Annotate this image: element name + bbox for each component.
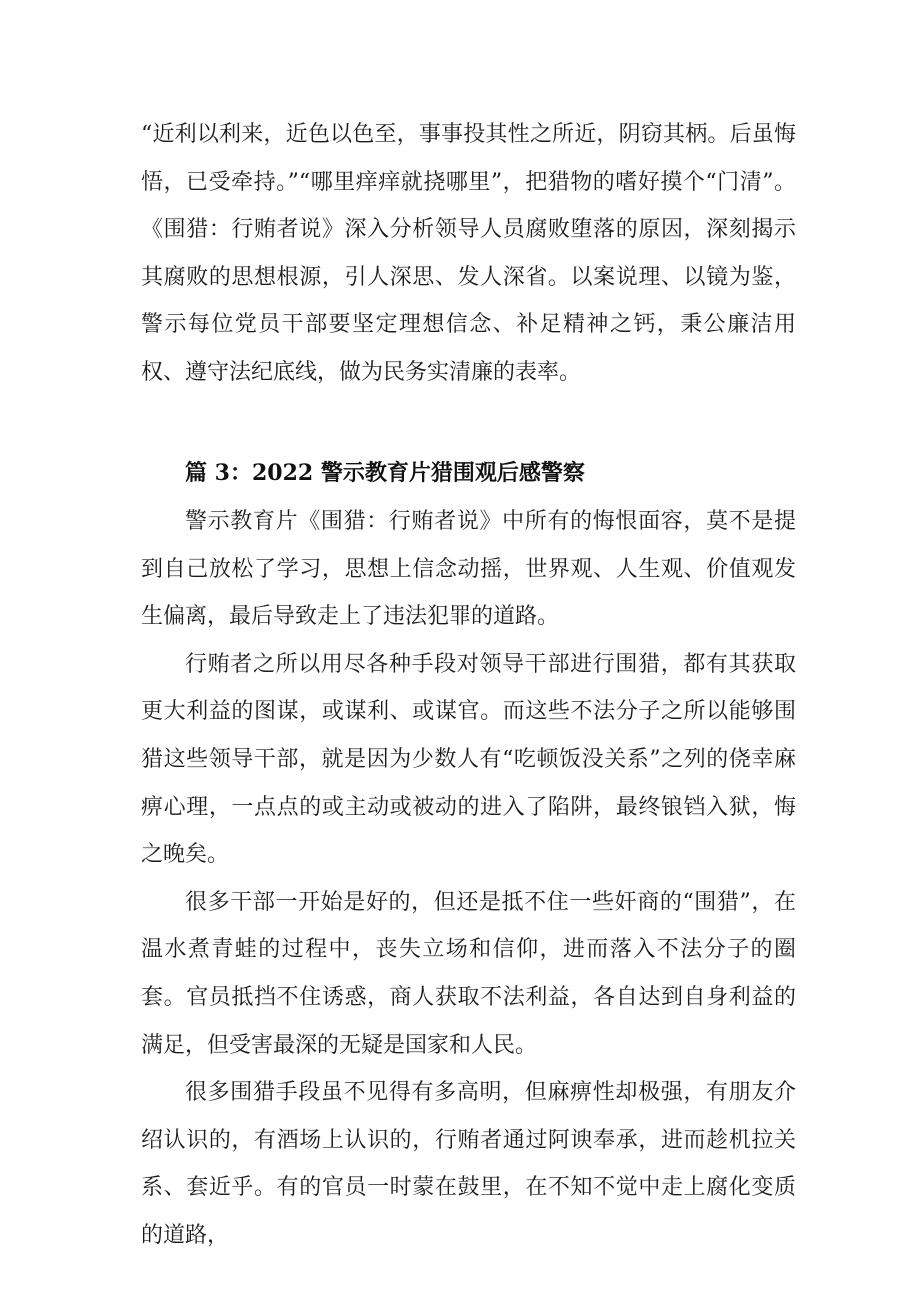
body-paragraph-2: 行贿者之所以用尽各种手段对领导干部进行围猎，都有其获取更大利益的图谋，或谋利、或谋官。而这些不法分子之所以能够围猎这些领导干部，就是因为少数人有“吃顿饭没关系”之列的侥幸麻痹心理，一点点的或主动或被动的进入了陷阱，最终锒铛入狱，悔之晚矣。: [141, 651, 796, 868]
body-paragraph-3: 很多干部一开始是好的，但还是抵不住一些奸商的“围猎”，在温水煮青蛙的过程中，丧失立场和信仰，进而落入不法分子的圈套。官员抵挡不住诱惑，商人获取不法利益，各自达到自身利益的满足，但受害最深的无疑是国家和人民。: [141, 889, 796, 1058]
section-heading: 篇 3：2022 警示教育片猎围观后感警察: [185, 460, 585, 486]
continuation-paragraph: “近利以利来，近色以色至，事事投其性之所近，阴窃其柄。后虽悔悟，已受牵持。”“哪里痒痒就挠哪里”，把猎物的嗜好摸个“门清”。《围猎：行贿者说》深入分析领导人员腐败堕落的原因，深刻揭示其腐败的思想根源，引人深思、发人深省。以案说理、以镜为鉴，警示每位党员干部要坚定理想信念、补足精神之钙，秉公廉洁用权、遵守法纪底线，做为民务实清廉的表率。: [141, 122, 796, 385]
section-body: [141, 498, 796, 1260]
body-paragraph-1: 警示教育片《围猎：行贿者说》中所有的悔恨面容，莫不是提到自己放松了学习，思想上信念动摇，世界观、人生观、价值观发生偏离，最后导致走上了违法犯罪的道路。: [141, 509, 796, 630]
body-paragraph-4: 很多围猎手段虽不见得有多高明，但麻痹性却极强，有朋友介绍认识的，有酒场上认识的，行贿者通过阿谀奉承，进而趁机拉关系、套近乎。有的官员一时蒙在鼓里，在不知不觉中走上腐化变质的道路，: [141, 1080, 796, 1248]
continuation-section: [141, 111, 796, 397]
